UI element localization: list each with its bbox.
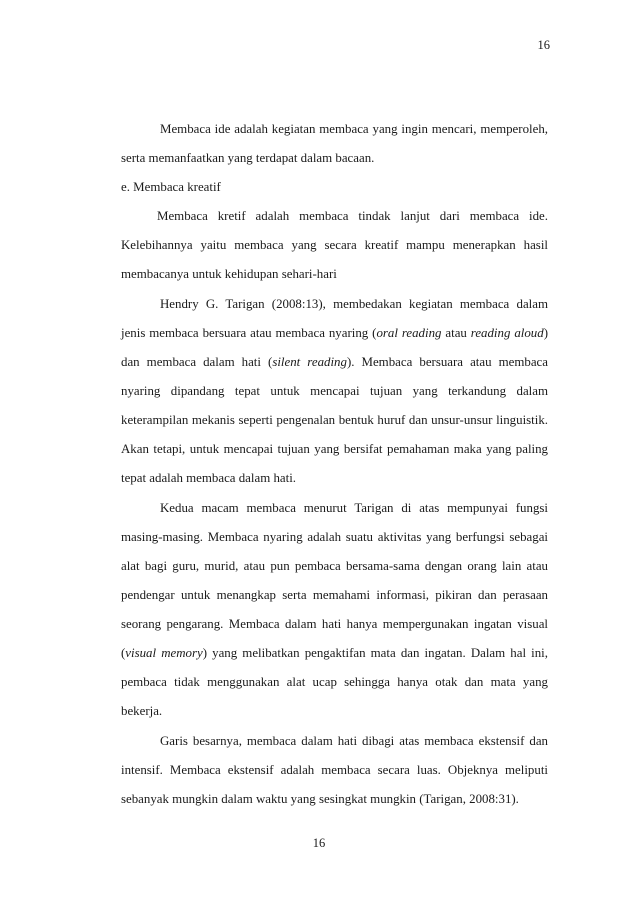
text-line: alat bagi guru, murid, atau pun pembaca bersama-sama dengan orang lain atau: [121, 559, 548, 573]
text-line: jenis membaca bersuara atau membaca nyaring (oral reading atau reading aloud): [121, 326, 548, 340]
text-line: bekerja.: [121, 704, 163, 718]
text-line: nyaring dipandang tepat untuk mencapai tujuan yang terkandung dalam: [121, 384, 548, 398]
text-line: Kedua macam membaca menurut Tarigan di atas mempunyai fungsi: [160, 501, 548, 515]
text-line: dan membaca dalam hati (silent reading). Membaca bersuara atau membaca: [121, 355, 548, 369]
page-number-bottom: 16: [312, 836, 326, 850]
text-line: Membaca kretif adalah membaca tindak lanjut dari membaca ide.: [157, 209, 548, 223]
text-line: sebanyak mungkin dalam waktu yang sesingkat mungkin (Tarigan, 2008:31).: [121, 792, 519, 806]
text-line: pendengar untuk menangkap serta memahami informasi, pikiran dan perasaan: [121, 588, 548, 602]
text-line: serta memanfaatkan yang terdapat dalam bacaan.: [121, 151, 375, 165]
text-line: (visual memory) yang melibatkan pengaktifan mata dan ingatan. Dalam hal ini,: [121, 646, 548, 660]
text-line: pembaca tidak menggunakan alat ucap sehingga hanya otak dan mata yang: [121, 675, 548, 689]
text-line: tepat adalah membaca dalam hati.: [121, 471, 297, 485]
text-line: intensif. Membaca ekstensif adalah membaca secara luas. Objeknya meliputi: [121, 763, 548, 777]
text-line: Akan tetapi, untuk mencapai tujuan yang bersifat pemahaman maka yang paling: [121, 442, 548, 456]
text-line: Garis besarnya, membaca dalam hati dibagi atas membaca ekstensif dan: [160, 734, 548, 748]
text-line: masing-masing. Membaca nyaring adalah suatu aktivitas yang berfungsi sebagai: [121, 530, 548, 544]
text-line: Kelebihannya yaitu membaca yang secara kreatif mampu menerapkan hasil: [121, 238, 548, 252]
text-line: Membaca ide adalah kegiatan membaca yang ingin mencari, memperoleh,: [160, 122, 548, 136]
text-line: seorang pengarang. Membaca dalam hati hanya mempergunakan ingatan visual: [121, 617, 548, 631]
text-line: keterampilan mekanis seperti pengenalan bentuk huruf dan unsur-unsur linguistik.: [121, 413, 548, 427]
page-number-top: 16: [537, 38, 550, 52]
text-line: membacanya untuk kehidupan sehari-hari: [121, 267, 337, 281]
text-line: Hendry G. Tarigan (2008:13), membedakan kegiatan membaca dalam: [160, 297, 548, 311]
list-heading: e. Membaca kreatif: [121, 180, 221, 194]
